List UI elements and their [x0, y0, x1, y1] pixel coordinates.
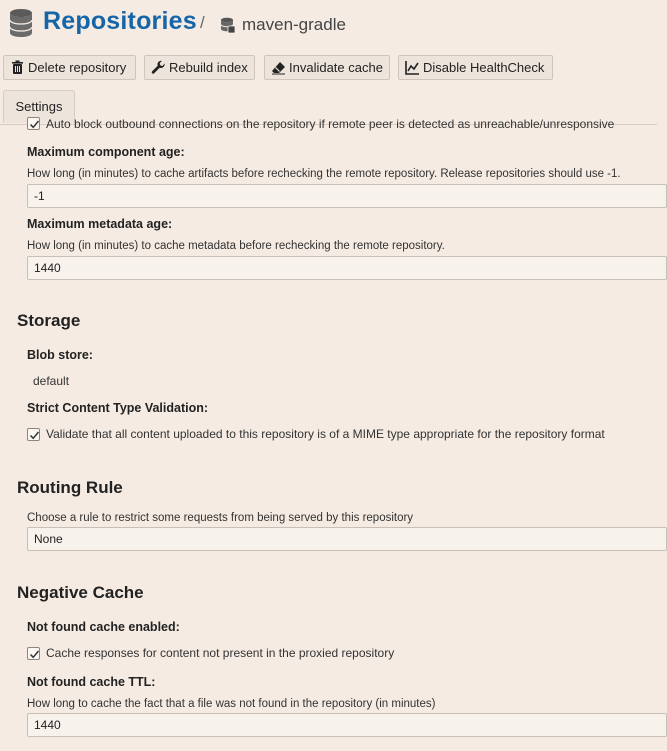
strict-validation-option: Validate that all content uploaded to this repository is of a MIME type appropriate for the repository format	[46, 427, 605, 441]
invalidate-cache-button[interactable]	[264, 55, 390, 80]
checkmark-icon	[28, 648, 41, 661]
auto-block-checkbox-row[interactable]	[27, 117, 614, 131]
auto-block-checkbox[interactable]	[27, 117, 40, 130]
not-found-cache-checkbox[interactable]	[27, 647, 40, 660]
rebuild-index-label: Rebuild index	[169, 60, 248, 75]
wrench-icon	[151, 60, 166, 75]
not-found-cache-option: Cache responses for content not present in the proxied repository	[46, 646, 395, 660]
routing-rule-heading: Routing Rule	[17, 478, 123, 497]
max-component-age-label: Maximum component age:	[27, 145, 185, 159]
max-metadata-age-label: Maximum metadata age:	[27, 217, 173, 231]
disable-healthcheck-button[interactable]	[398, 55, 553, 80]
not-found-cache-enabled-label: Not found cache enabled:	[27, 620, 180, 634]
strict-validation-checkbox[interactable]	[27, 428, 40, 441]
max-component-age-help: How long (in minutes) to cache artifacts before rechecking the remote repository. Release repositories should use -1.	[27, 168, 621, 180]
checkmark-icon	[28, 118, 41, 131]
breadcrumb-separator: /	[200, 13, 205, 32]
routing-rule-select[interactable]: None	[27, 527, 667, 551]
trash-icon	[10, 60, 25, 75]
breadcrumb-repo-name: maven-gradle	[242, 15, 346, 34]
delete-repository-label: Delete repository	[28, 60, 127, 75]
line-chart-icon	[405, 60, 420, 75]
strict-validation-label: Strict Content Type Validation:	[27, 401, 209, 415]
disable-healthcheck-label: Disable HealthCheck	[423, 60, 545, 75]
not-found-cache-checkbox-row[interactable]	[27, 646, 394, 660]
delete-repository-button[interactable]	[3, 55, 136, 80]
page-title[interactable]: Repositories	[43, 7, 197, 35]
not-found-cache-ttl-help: How long to cache the fact that a file was not found in the repository (in minutes)	[27, 698, 436, 710]
not-found-cache-ttl-label: Not found cache TTL:	[27, 675, 156, 689]
settings-form	[0, 117, 657, 751]
routing-rule-help: Choose a rule to restrict some requests from being served by this repository	[27, 512, 414, 524]
rebuild-index-button[interactable]	[144, 55, 255, 80]
repository-icon	[220, 17, 236, 34]
max-metadata-age-help: How long (in minutes) to cache metadata before rechecking the remote repository.	[27, 240, 445, 252]
blob-store-label: Blob store:	[27, 348, 93, 362]
checkmark-icon	[28, 429, 41, 442]
not-found-cache-ttl-input[interactable]: 1440	[27, 713, 667, 737]
storage-heading: Storage	[17, 311, 81, 330]
database-icon	[8, 8, 34, 38]
max-metadata-age-input[interactable]: 1440	[27, 256, 667, 280]
negative-cache-heading: Negative Cache	[17, 583, 144, 602]
repository-toolbar	[0, 55, 657, 81]
invalidate-cache-label: Invalidate cache	[289, 60, 383, 75]
max-component-age-input[interactable]: -1	[27, 184, 667, 208]
blob-store-value: default	[33, 374, 70, 388]
eraser-icon	[271, 60, 286, 75]
strict-validation-checkbox-row[interactable]	[27, 427, 605, 441]
page-header	[0, 0, 657, 50]
auto-block-label: Auto block outbound connections on the repository if remote peer is detected as unreachable/unresponsive	[46, 117, 615, 131]
tab-settings[interactable]: Settings	[3, 90, 75, 123]
